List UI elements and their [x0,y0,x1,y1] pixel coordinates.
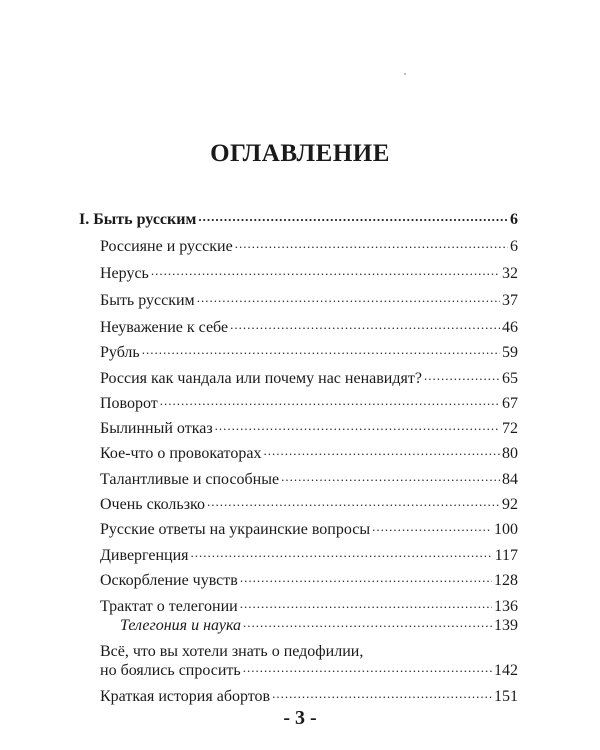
dot-leader [240,597,492,611]
toc-entry[interactable] [100,318,518,338]
toc-entry-page: 80 [502,445,518,462]
toc-entry[interactable] [100,237,518,257]
toc-entry-page: 139 [494,617,518,634]
toc-entry-title: Россия как чандала или почему нас ненавидят? [100,370,422,387]
dot-leader [235,237,508,251]
dot-leader [240,571,492,585]
toc-entry-page: 151 [494,688,518,705]
toc-entry-part-1[interactable] [79,210,518,230]
toc-entry-page: 67 [502,395,518,412]
toc-entry[interactable] [100,520,518,540]
toc-entry-title: Русские ответы на украинские вопросы [100,521,371,538]
toc-entry[interactable] [100,546,518,566]
toc-entry[interactable] [100,597,518,617]
toc-entry-title: Очень скользко [100,496,205,513]
toc-entry-page: 117 [494,547,518,564]
toc-entry-title: Краткая история абортов [100,688,271,705]
dot-leader [207,495,500,509]
toc-entry-title: Нерусь [100,265,149,282]
toc-entry-title: Былинный отказ [100,420,213,437]
toc-entry-page: 6 [510,238,518,255]
dot-leader [160,394,500,408]
toc-entry[interactable] [100,571,518,591]
dot-leader [424,369,500,383]
dot-leader [243,661,492,675]
dot-leader [263,444,500,458]
toc-entry-page: 37 [502,292,518,309]
toc-entry-page: 142 [494,662,518,679]
toc-entry-title: но боялись спросить [100,662,241,679]
toc-entry[interactable] [100,369,518,389]
toc-entry[interactable] [100,343,518,363]
toc-entry-title: Рубль [100,344,140,361]
toc-entry-page: 136 [494,598,518,615]
toc-entry-page: 6 [510,211,518,228]
toc-entry[interactable] [100,419,518,439]
toc-entry-title: Россияне и русские [100,238,233,255]
toc-entry-title: Телегония и наука [120,617,242,634]
toc-entry-title: I. Быть русским [79,211,197,228]
toc-entry-title: Оскорбление чувств [100,572,238,589]
toc-entry-page: 100 [494,521,518,538]
toc-entry-title: Талантливые и способные [100,471,280,488]
toc-entry-title: Быть русским [100,292,195,309]
dot-leader [197,291,500,305]
page-number: - 3 - [283,707,317,729]
toc-entry[interactable] [100,495,518,515]
toc-entry-line1[interactable]: Всё, что вы хотели знать о педофилии, [100,643,364,660]
dot-leader [142,343,500,357]
toc-entry[interactable] [100,444,518,464]
dot-leader [198,210,508,224]
dot-leader [272,687,492,701]
toc-entry[interactable] [100,264,518,284]
toc-entry-title: Трактат о телегонии [100,598,238,615]
toc-entry-page: 46 [502,319,518,336]
toc-entry-page: 65 [502,370,518,387]
dot-leader [372,520,492,534]
toc-entry-title: Дивергенция [100,547,189,564]
toc-entry-page: 32 [502,265,518,282]
toc-entry-page: 84 [502,471,518,488]
dot-leader [191,546,493,560]
toc-entry-page: 72 [502,420,518,437]
toc-entry[interactable] [100,470,518,490]
toc-subentry[interactable] [120,616,518,636]
toc-entry[interactable] [100,687,518,707]
dot-leader [243,616,492,630]
toc-entry[interactable] [100,661,518,681]
toc-entry-page: 128 [494,572,518,589]
dot-leader [215,419,500,433]
toc-entry-page: 59 [502,344,518,361]
toc-entry[interactable] [100,291,518,311]
toc-entry[interactable] [100,394,518,414]
toc-entry-page: 92 [502,496,518,513]
dot-leader [281,470,500,484]
page-title: ОГЛАВЛЕНИЕ [210,140,390,167]
toc-entry-title: Неуважение к себе [100,319,229,336]
dot-leader [151,264,500,278]
toc-entry-title: Поворот [100,395,158,412]
dot-leader [230,318,500,332]
toc-entry-title: Кое-что о провокаторах [100,445,262,462]
